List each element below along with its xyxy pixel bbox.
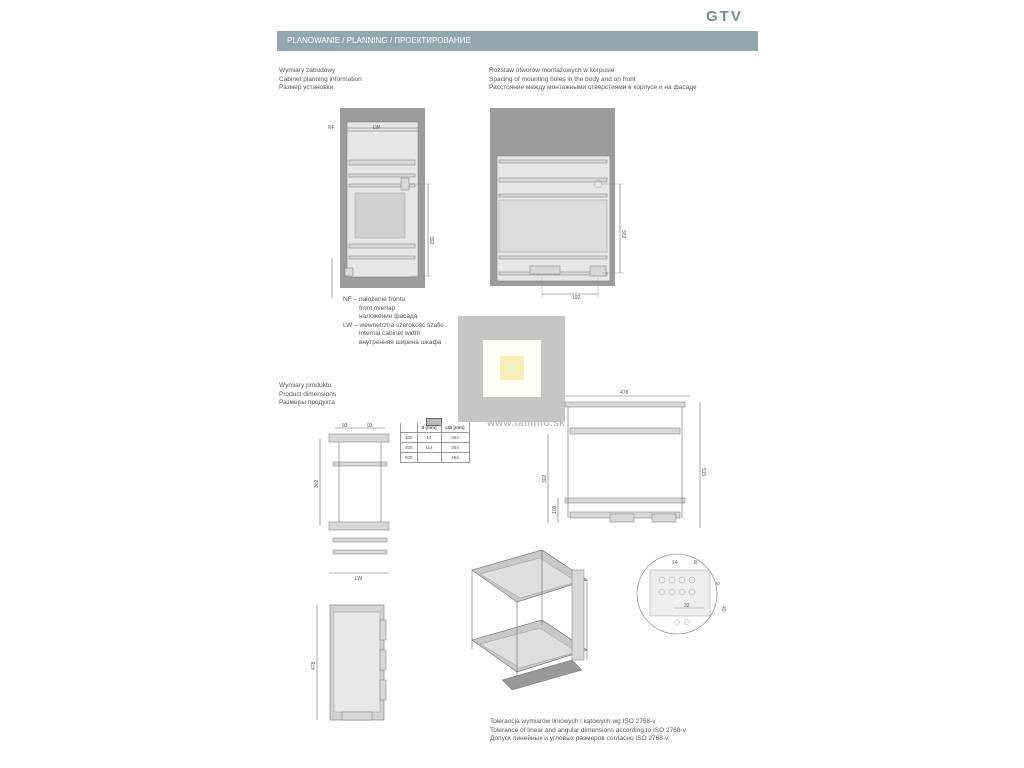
planning-banner: PLANOWANIE / PLANNING / ПРОЕКТИРОВАНИЕ (277, 31, 758, 51)
hole-detail-drawing (632, 552, 732, 642)
cabinet-legend (343, 296, 444, 347)
dim-40-detail: 40 (720, 606, 726, 612)
product-top-drawing (312, 600, 392, 730)
cabinet-title-ru: Размер установки (279, 84, 334, 91)
dim-302-front: 302 (314, 479, 320, 488)
product-front-drawing (315, 418, 405, 588)
table-cell (417, 453, 441, 463)
size-table (400, 423, 470, 463)
basket-isometric-drawing (462, 540, 612, 715)
legend-nf-pl: NF – nałożenie frontu (343, 296, 406, 303)
table-cell: 300 (401, 433, 418, 443)
table-row (401, 453, 470, 463)
holes-section-title (489, 67, 697, 93)
table-cell: 14 (417, 433, 441, 443)
height-392-label: 392 (428, 236, 434, 245)
legend-lw-en: internal cabinet width (359, 330, 421, 337)
tolerance-note (490, 718, 686, 744)
table-cell: 114 (417, 443, 441, 453)
dim-9-detail: 9 (714, 582, 720, 585)
dim-93-left: 93 (342, 423, 348, 429)
dim-478-side: 478 (620, 390, 629, 396)
dim-515-side: 515 (700, 468, 706, 477)
dim-32-detail: 32 (684, 603, 690, 609)
table-cell: 500 (401, 453, 418, 463)
legend-nf-ru: наложение фасада (359, 313, 418, 320)
holes-192-label: 192 (572, 295, 581, 301)
table-cell: 364 (441, 443, 469, 453)
product-title-pl: Wymiary produktu (279, 382, 332, 389)
table-header: LW [mm] (441, 423, 469, 433)
product-title-ru: Размеры продукта (279, 399, 335, 406)
dim-lw-front: LW (355, 576, 363, 582)
table-cell: 264 (441, 433, 469, 443)
dim-108-side: 108 (552, 505, 558, 514)
tolerance-en: Tolerance of linear and angular dimensions according to ISO 2768-v (490, 726, 686, 734)
holes-title-en: Spacing of mounting holes in the body and on front (489, 75, 636, 83)
watermark-text: www.lamino.sk (487, 418, 566, 429)
holes-title-pl: Rozstaw otworów montażowych w korpusie (489, 67, 615, 74)
table-header: d [mm] (417, 423, 441, 433)
nf-label: NF (328, 125, 335, 131)
holes-302-label: 302 (620, 230, 626, 239)
product-title-en: Product dimensions (279, 390, 337, 398)
dim-478-top: 478 (311, 661, 317, 670)
cabinet-section-title (279, 67, 362, 93)
tolerance-pl: Tolerancja wymiarów liniowych i kątowych wg ISO 2768-v (490, 718, 656, 725)
dim-8-detail: 8 (694, 560, 697, 566)
product-section-title (279, 382, 336, 408)
table-row (401, 433, 470, 443)
table-row (401, 443, 470, 453)
gtv-logo: GTV (706, 8, 743, 25)
table-cell: 464 (441, 453, 469, 463)
table-header-row (401, 423, 470, 433)
table-cell: 400 (401, 443, 418, 453)
dim-302-side: 302 (542, 474, 548, 483)
product-side-drawing (540, 388, 710, 548)
legend-lw-pl: LW – wewnętrzna szerokość szafki (343, 321, 444, 329)
tolerance-ru: Допуск линейных и угловых размеров согласно ISO 2768-v (490, 735, 669, 742)
legend-lw-ru: внутренняя ширина шкафа (359, 338, 442, 346)
dim-14-detail: 14 (672, 560, 678, 566)
cabinet-planning-drawing (325, 108, 445, 298)
dim-93-right: 93 (367, 423, 373, 429)
holes-title-ru: Расстояние между монтажными отверстиями в корпусе и на фасаде (489, 84, 697, 91)
cabinet-title-en: Cabinet planning information (279, 75, 362, 83)
legend-nf-en: front overlap (359, 304, 396, 312)
cabinet-title-pl: Wymiary zabudowy (279, 67, 336, 74)
watermark-core (500, 356, 524, 380)
mounting-holes-drawing (490, 108, 640, 303)
lw-label: LW (373, 125, 381, 131)
